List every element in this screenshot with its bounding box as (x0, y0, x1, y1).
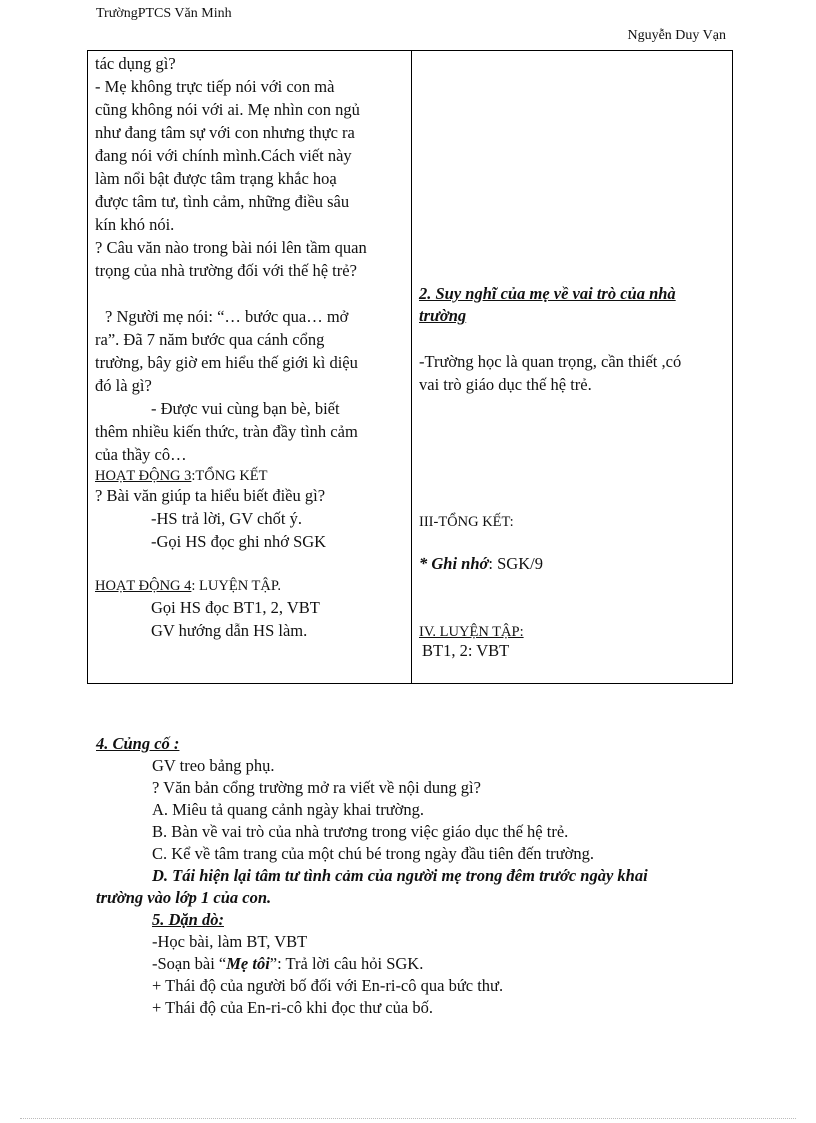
section2-title-line2: trường (419, 306, 467, 325)
text-line: GV hướng dẫn HS làm. (151, 621, 308, 640)
text-line: của thầy cô… (95, 445, 187, 464)
text-line: đó là gì? (95, 376, 152, 395)
activity3-label: HOẠT ĐỘNG 3 (95, 468, 192, 484)
text-line: -Gọi HS đọc ghi nhớ SGK (151, 532, 327, 551)
homework-line (96, 953, 648, 975)
teacher-name: Nguyễn Duy Vạn (627, 28, 726, 43)
option-a: A. Miêu tả quang cảnh ngày khai trường. (152, 800, 424, 819)
homework-line: + Thái độ của En-ri-cô khi đọc thư của bố. (152, 998, 433, 1017)
text-line: như đang tâm sự với con nhưng thực ra (95, 123, 355, 142)
text-line: tác dụng gì? (95, 54, 176, 73)
practice-title: IV. LUYỆN TẬP: (419, 624, 524, 640)
activity4-rest: : LUYỆN TẬP. (191, 578, 281, 594)
note-label: * Ghi nhớ (419, 554, 489, 573)
school-name: TrườngPTCS Văn Minh (96, 6, 232, 21)
consolidation-line: GV treo bảng phụ. (152, 756, 275, 775)
text-line: ra”. Đã 7 năm bước qua cánh cổng (95, 330, 325, 349)
question-line: ? Câu văn nào trong bài nói lên tầm quan (95, 238, 367, 257)
page-footer-rule (20, 1118, 796, 1119)
option-c: C. Kể về tâm trang của một chú bé trong ngày đầu tiên đến trường. (152, 844, 594, 863)
text-line: trường, bây giờ em hiểu thế giới kì diệu (95, 353, 358, 372)
consolidation-section (96, 733, 648, 1019)
practice-value: BT1, 2: VBT (422, 641, 510, 660)
option-b: B. Bàn về vai trò của nhà trương trong việc giáo dục thế hệ trẻ. (152, 822, 569, 841)
option-d-continued: trường vào lớp 1 của con. (96, 888, 272, 907)
activity4-label: HOẠT ĐỘNG 4 (95, 578, 192, 594)
homework-line: -Học bài, làm BT, VBT (152, 932, 308, 951)
option-d: D. Tái hiện lại tâm tư tình cảm của người mẹ trong đêm trước ngày khai (152, 866, 648, 885)
text-line: đang nói với chính mình.Cách viết này (95, 146, 352, 165)
question-line: trọng của nhà trường đối với thế hệ trẻ? (95, 261, 357, 280)
homework-title: 5. Dặn dò: (152, 910, 224, 929)
activity3-rest: :TỔNG KẾT (191, 468, 268, 484)
summary-title: III-TỔNG KẾT: (419, 514, 514, 530)
section2-title-line1: 2. Suy nghĩ của mẹ về vai trò của nhà (419, 284, 676, 303)
homework-lesson-title: Mẹ tôi (226, 954, 270, 973)
section2-body: vai trò giáo dục thế hệ trẻ. (419, 375, 592, 394)
activity4-heading (95, 575, 281, 597)
consolidation-title: 4. Củng cố : (96, 734, 180, 753)
text-line: thêm nhiều kiến thức, tràn đầy tình cảm (95, 422, 358, 441)
lesson-table (87, 50, 733, 684)
text-line: Gọi HS đọc BT1, 2, VBT (151, 598, 320, 617)
text-line: - Mẹ không trực tiếp nói với con mà (95, 77, 335, 96)
text-line: cũng không nói với ai. Mẹ nhìn con ngủ (95, 100, 360, 119)
content-column (412, 51, 732, 683)
text-line: -HS trả lời, GV chốt ý. (151, 509, 302, 528)
homework-prefix: -Soạn bài “ (152, 954, 227, 973)
activity3-heading (95, 465, 268, 487)
section2-body: -Trường học là quan trọng, cần thiết ,có (419, 352, 682, 371)
text-line: được tâm tư, tình cảm, những điều sâu (95, 192, 350, 211)
text-line: - Được vui cùng bạn bè, biết (151, 399, 340, 418)
note-line (419, 553, 543, 575)
homework-suffix: ”: Trả lời câu hỏi SGK. (269, 954, 424, 973)
question-line: ? Bài văn giúp ta hiểu biết điều gì? (95, 486, 326, 505)
text-line: kín khó nói. (95, 215, 175, 234)
consolidation-question: ? Văn bản cổng trường mở ra viết về nội dung gì? (152, 778, 481, 797)
text-line: làm nổi bật được tâm trạng khắc hoạ (95, 169, 337, 188)
homework-line: + Thái độ của người bố đối với En-ri-cô qua bức thư. (152, 976, 504, 995)
note-value: : SGK/9 (488, 554, 543, 573)
question-line: ? Người mẹ nói: “… bước qua… mở (105, 307, 349, 326)
